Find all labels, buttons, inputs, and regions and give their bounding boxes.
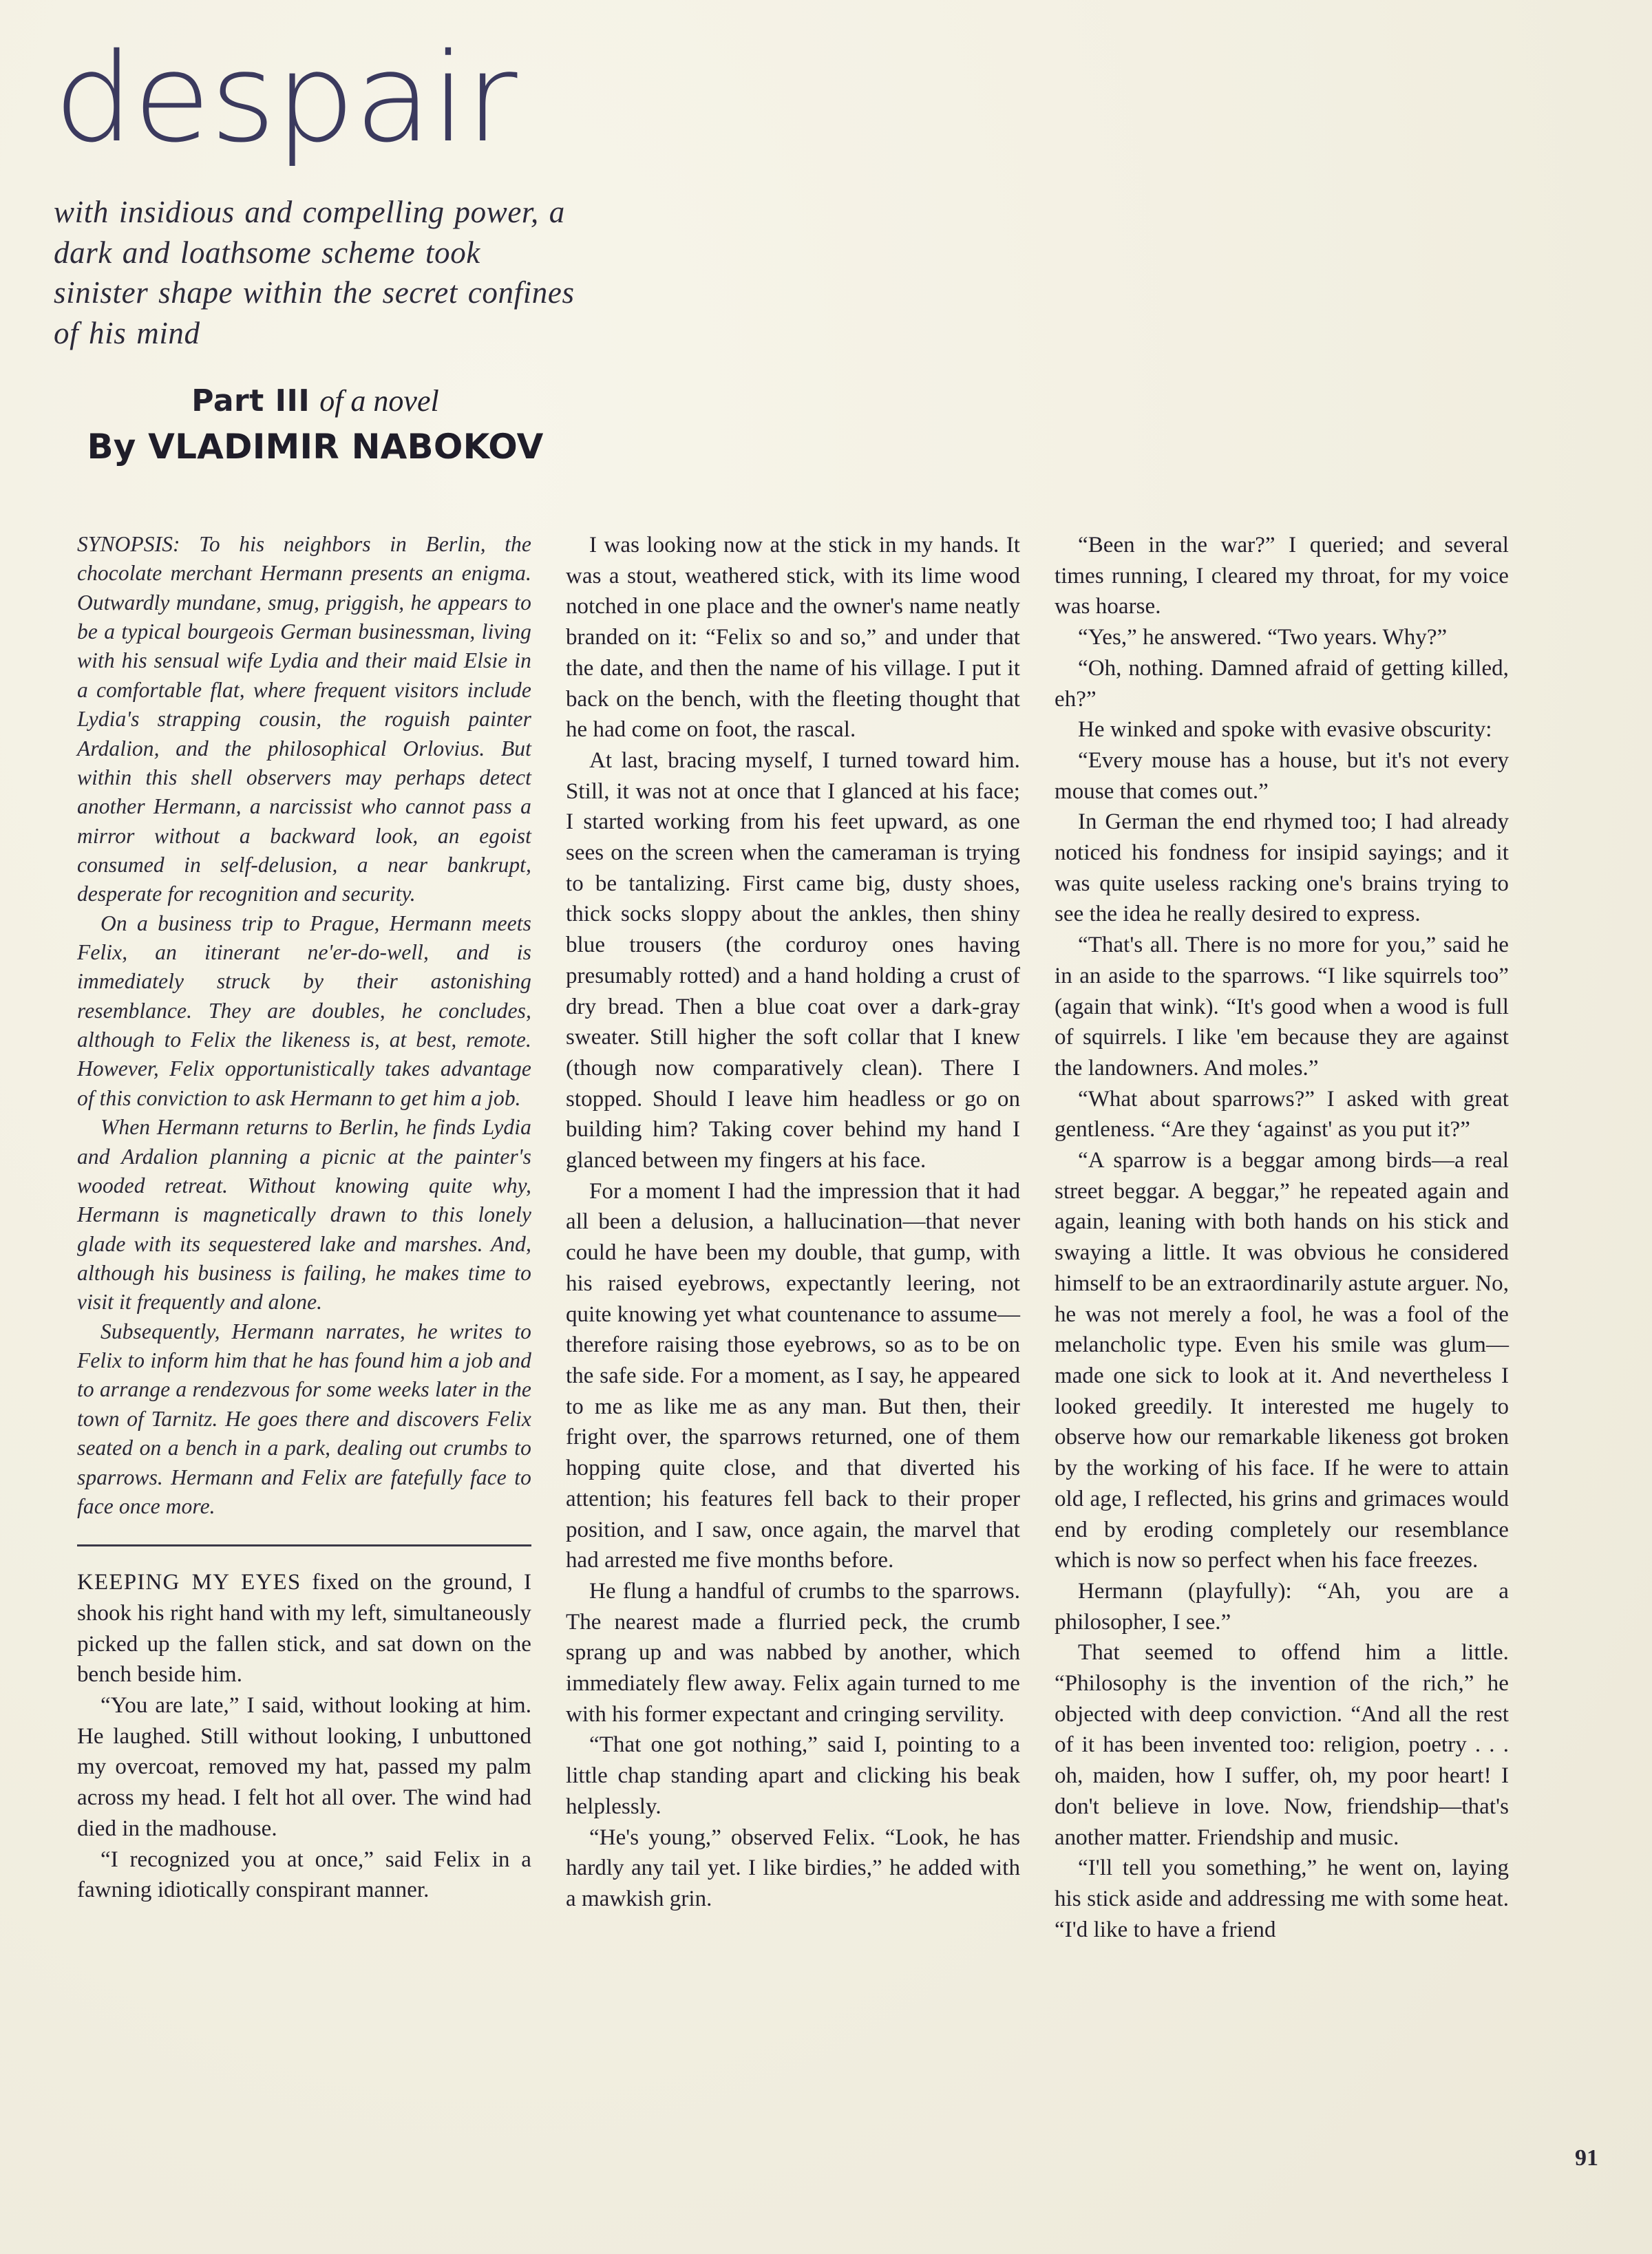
part-descriptor: of a novel	[319, 384, 439, 418]
body-paragraph: “He's young,” observed Felix. “Look, he has hardly any tail yet. I like birdies,” he added with a mawkish grin.	[566, 1825, 1020, 1911]
body-paragraph: That seemed to offend him a little. “Philosophy is the invention of the rich,” he objected with deep conviction. “And all the rest of it has been invented too: religion, poetry . . . oh, maiden, how I suffer, oh, my poor heart! I don't believe in love. Now, friendship—that's another matter. Friendship and music.	[1055, 1640, 1509, 1850]
part-number: Part III	[191, 383, 310, 419]
body-paragraph: He winked and spoke with evasive obscurity:	[1078, 717, 1492, 743]
synopsis-paragraph: SYNOPSIS: To his neighbors in Berlin, the chocolate merchant Hermann presents an enigma. Outwardly mundane, smug, priggish, he appears to be a typical bourgeois German businessman, living with his sensual wife Lydia and their maid Elsie in a comfortable flat, where frequent visitors include Lydia's strapping cousin, the roguish painter Ardalion, and the philosophical Orlovius. But within this shell observers may perhaps detect another Hermann, a narcissist who cannot pass a mirror without a backward look, an egoist consumed in self-delusion, a near bankrupt, desperate for recognition and security.	[77, 532, 531, 906]
synopsis-block	[77, 530, 531, 1521]
section-divider-rule	[77, 1544, 531, 1546]
body-paragraph: Hermann (playfully): “Ah, you are a philosopher, I see.”	[1055, 1578, 1509, 1635]
body-paragraph	[77, 1567, 531, 1690]
body-paragraph: “That one got nothing,” said I, pointing to a little chap standing apart and clicking his beak helplessly.	[566, 1732, 1020, 1819]
body-paragraph: “That's all. There is no more for you,” said he in an aside to the sparrows. “I like squirrels too” (again that wink). “It's good when a wood is full of squirrels. I like 'em because they are against the landowners. And moles.”	[1055, 933, 1509, 1081]
body-paragraph: “You are late,” I said, without looking at him. He laughed. Still without looking, I unbuttoned my overcoat, removed my hat, passed my palm across my head. I felt hot all over. The wind had died in the madhouse.	[77, 1693, 531, 1841]
body-paragraph: I was looking now at the stick in my hands. It was a stout, weathered stick, with its lime wood notched in one place and the owner's name neatly branded on it: “Felix so and so,” and under that the date, and then the name of his village. I put it back on the bench, with the fleeting thought that he had come on foot, the rascal.	[566, 533, 1020, 743]
article-deck: with insidious and compelling power, a dark and loathsome scheme took sinister shape within the secret confines of his mind	[54, 195, 575, 350]
body-paragraph: “Been in the war?” I queried; and several times running, I cleared my throat, for my voice was hoarse.	[1055, 533, 1509, 619]
body-block-one	[77, 1567, 531, 1906]
body-paragraph: For a moment I had the impression that it had all been a delusion, a hallucination—that never could he have been my double, that gump, with his raised eyebrows, expectantly leering, not quite knowing yet what countenance to assume—therefore raising those eyebrows, so as to be on the safe side. For a moment, as I say, he appeared to me as like me as any man. But then, their fright over, the sparrows returned, one of them hopping quite close, and that diverted his attention; his features fell back to their proper position, and I saw, once again, the marvel that had arrested me five months before.	[566, 1178, 1020, 1573]
body-paragraph: “Every mouse has a house, but it's not every mouse that comes out.”	[1055, 747, 1509, 804]
body-paragraph: At last, bracing myself, I turned toward him. Still, it was not at once that I glanced at his face; I started working from his feet upward, as one sees on the screen when the cameraman is trying to be tantalizing. First came big, dusty shoes, thick socks sloppy about the ankles, then shiny blue trousers (the corduroy ones having presumably rotted) and a hand holding a crust of dry bread. Then a blue coat over a dark-gray sweater. Still higher the soft collar that I knew (though now comparatively clean). There I stopped. Should I leave him headless or go on building him? Taking cover behind my hand I glanced between my fingers at his face.	[566, 747, 1020, 1173]
body-paragraph: In German the end rhymed too; I had already noticed his fondness for insipid sayings; and it was quite useless racking one's brains trying to see the idea he really desired to express.	[1055, 809, 1509, 927]
synopsis-paragraph: When Hermann returns to Berlin, he finds Lydia and Ardalion planning a picnic at the painter's wooded retreat. Without knowing quite why, Hermann is magnetically drawn to this lonely glade with its sequestered lake and marshes. And, although his business is failing, he makes time to visit it frequently and alone.	[77, 1115, 531, 1315]
body-paragraph: “A sparrow is a beggar among birds—a real street beggar. A beggar,” he repeated again and again, leaning with both hands on his stick and swaying a little. It was obvious he considered himself to be an extraordinarily astute arguer. No, he was not merely a fool, he was a fool of the melancholic type. Even his smile was glum—made one sick to look at it. And nevertheless I looked greedily. It interested me hugely to observe how our remarkable likeness got broken by the working of his face. If he were to attain old age, I reflected, his grins and grimaces would end by eroding completely our resemblance which is now so perfect when his face freezes.	[1055, 1148, 1509, 1573]
page-number: 91	[1575, 2145, 1598, 2171]
column-one	[77, 530, 531, 1906]
body-paragraph: “I recognized you at once,” said Felix in a fawning idiotically conspirant manner.	[77, 1847, 531, 1903]
synopsis-paragraph: Subsequently, Hermann narrates, he writes to Felix to inform him that he has found him a job and to arrange a rendezvous for some weeks later in the town of Tarnitz. He goes there and discovers Felix seated on a bench in a park, dealing out crumbs to sparrows. Hermann and Felix are fatefully face to face once more.	[77, 1319, 531, 1518]
masthead	[54, 27, 577, 467]
body-paragraph: “Yes,” he answered. “Two years. Why?”	[1078, 625, 1448, 650]
body-paragraph-text: fixed on the ground, I shook his right hand with my left, simultaneously picked up the fallen stick, and sat down on the bench beside him.	[77, 1570, 532, 1688]
article-title: despair	[54, 27, 517, 169]
body-paragraph: He flung a handful of crumbs to the sparrows. The nearest made a flurried peck, the crumb sprang up and was nabbed by another, which immediately flew away. Felix again turned to me with his former expectant and cringing servility.	[566, 1578, 1020, 1727]
body-paragraph: “I'll tell you something,” he went on, laying his stick aside and addressing me with some heat. “I'd like to have a friend	[1055, 1856, 1509, 1942]
author-byline: By VLADIMIR NABOKOV	[87, 427, 544, 467]
column-two	[566, 530, 1020, 1915]
part-line	[54, 383, 577, 418]
body-paragraph: “What about sparrows?” I asked with great gentleness. “Are they ‘against' as you put it?”	[1055, 1086, 1509, 1142]
opening-smallcaps: KEEPING MY EYES	[77, 1570, 301, 1595]
body-block-two	[566, 530, 1020, 1915]
body-block-three	[1055, 530, 1509, 1945]
synopsis-paragraph: On a business trip to Prague, Hermann meets Felix, an itinerant ne'er-do-well, and is immediately struck by their astonishing resemblance. They are doubles, he concludes, although to Felix the likeness is, at best, remote. However, Felix opportunistically takes advantage of this conviction to ask Hermann to get him a job.	[77, 911, 531, 1110]
column-three	[1055, 530, 1509, 1945]
body-paragraph: “Oh, nothing. Damned afraid of getting killed, eh?”	[1055, 655, 1509, 712]
